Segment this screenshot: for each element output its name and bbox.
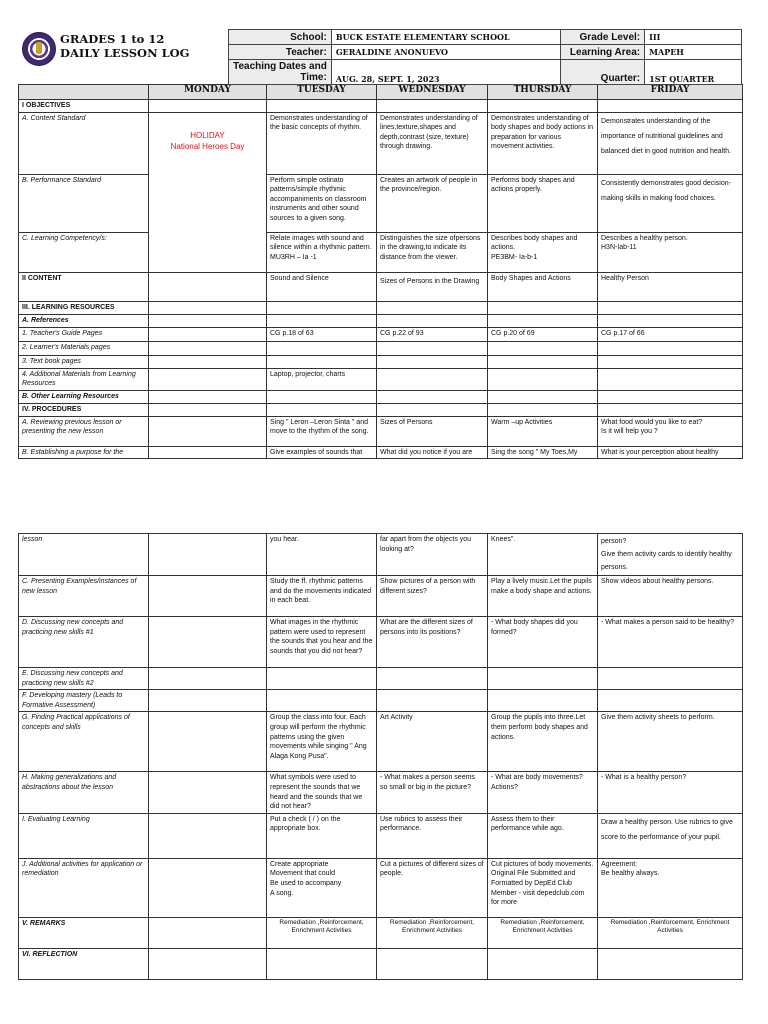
cell-line: Cut pictures of body movements.	[491, 860, 594, 868]
table-cell	[598, 534, 743, 576]
discussing2-label: E. Discussing new concepts and practicing new skills #2	[19, 668, 149, 690]
table-cell: Remediation ,Reinforcement, Enrichment Activities	[267, 917, 377, 948]
establishing-cont-label: lesson	[19, 534, 149, 576]
cell-line: person?	[601, 538, 627, 545]
resources-row	[19, 301, 743, 314]
cell-line: Be used to accompany	[270, 879, 342, 887]
remarks-row	[19, 917, 743, 948]
watermark-note: Original File Submitted and Formatted by DepEd Club Member - visit depedclub.com for more	[491, 870, 585, 907]
generalizations-row	[19, 772, 743, 813]
table-cell: Perform simple ostinato patterns/simple rhythmic accompaniments on classroom instruments and other sound sources to a given song.	[267, 174, 377, 232]
lesson-log-page-1	[18, 26, 742, 459]
teacher-value: GERALDINE ANONUEVO	[331, 45, 560, 60]
table-cell: Remediation ,Reinforcement, Enrichment Activities	[598, 917, 743, 948]
additional-materials-row	[19, 368, 743, 390]
performance-standard-row	[19, 174, 743, 232]
content-row	[19, 272, 743, 301]
deped-seal-icon	[22, 32, 56, 66]
discussing1-row	[19, 617, 743, 668]
other-resources-label: B. Other Learning Resources	[19, 390, 149, 403]
table-cell: What are the different sizes of persons into its positions?	[377, 617, 488, 668]
table-cell: Show pictures of a person with different sizes?	[377, 576, 488, 617]
competency-code: MU3RH – Ia -1	[270, 253, 317, 261]
table-cell: Sing " Leron –Leron Sinta " and move to the rhythm of the song.	[267, 416, 377, 446]
textbook-row	[19, 355, 743, 368]
cell-line: Be healthy always.	[601, 870, 660, 878]
table-cell: What images in the rhythmic pattern were used to represent the sounds that you hear and the sounds that you did not hear?	[267, 617, 377, 668]
table-cell: Cut a pictures of different sizes of people.	[377, 858, 488, 917]
resources-label: III. LEARNING RESOURCES	[19, 301, 149, 314]
holiday-name: National Heroes Day	[170, 141, 245, 151]
evaluating-row	[19, 813, 743, 858]
cell-line: What food would you like to eat?	[601, 418, 703, 426]
learners-materials-row	[19, 341, 743, 355]
cell-line: Give them activity cards to identify healthy persons.	[601, 551, 732, 571]
table-cell	[598, 232, 743, 272]
competency-text: Describes a healthy person.	[601, 234, 688, 242]
day-thursday: THURSDAY	[488, 85, 598, 100]
competency-label: C. Learning Competency/s:	[19, 232, 149, 272]
table-cell: CG p.18 of 63	[267, 327, 377, 341]
objectives-label: I OBJECTIVES	[19, 100, 149, 113]
cell-line: Movement that could	[270, 870, 335, 878]
procedures-label: IV. PROCEDURES	[19, 403, 149, 416]
learning-area-value: MAPEH	[645, 45, 742, 60]
table-cell: What is your perception about healthy	[598, 446, 743, 459]
additional-activities-row	[19, 858, 743, 917]
day-friday: FRIDAY	[598, 85, 743, 100]
dates-value: AUG. 28, SEPT. 1, 2023	[331, 60, 560, 85]
table-cell: Demonstrates understanding of body shapes and body actions in preparation for various movement activities.	[488, 112, 598, 174]
table-cell	[488, 858, 598, 917]
table-cell: Remediation ,Reinforcement, Enrichment Activities	[377, 917, 488, 948]
table-cell: Demonstrates understanding of the importance of nutritional guidelines and balanced diet in good nutrition and health.	[598, 112, 743, 174]
quarter-label: Quarter:	[561, 60, 645, 85]
table-cell: - What makes a person seems so small or big in the picture?	[377, 772, 488, 813]
table-cell: Art Activity	[377, 712, 488, 772]
additional-materials-label: 4. Additional Materials from Learning Resources	[19, 368, 149, 390]
table-cell: Warm –up Activities	[488, 416, 598, 446]
day-monday: MONDAY	[149, 85, 267, 100]
school-value: BUCK ESTATE ELEMENTARY SCHOOL	[331, 30, 560, 45]
table-cell	[267, 232, 377, 272]
performance-standard-label: B. Performance Standard	[19, 174, 149, 232]
table-cell: Sizes of Persons	[377, 416, 488, 446]
table-cell: Give them activity sheets to perform.	[598, 712, 743, 772]
generalizations-label: H. Making generalizations and abstractions about the lesson	[19, 772, 149, 813]
table-cell: Distinguishes the size ofpersons in the drawing,to indicate its distance from the viewer.	[377, 232, 488, 272]
table-cell: Put a check ( / ) on the appropriate box.	[267, 813, 377, 858]
school-label: School:	[229, 30, 332, 45]
mastery-label: F. Developing mastery (Leads to Formative Assessment)	[19, 690, 149, 712]
table-cell: CG p.17 of 66	[598, 327, 743, 341]
competency-code: H3N-Iab-11	[601, 244, 637, 252]
table-cell: you hear.	[267, 534, 377, 576]
grade-level-label: Grade Level:	[561, 30, 645, 45]
table-cell: Healthy Person	[598, 272, 743, 301]
lesson-table-page-2	[18, 533, 743, 980]
presenting-label: C. Presenting Examples/instances of new lesson	[19, 576, 149, 617]
quarter-value: 1ST QUARTER	[645, 60, 742, 85]
dates-label: Teaching Dates and Time:	[229, 60, 332, 85]
table-cell: Use rubrics to assess their performance.	[377, 813, 488, 858]
additional-activities-label: J. Additional activities for application or remediation	[19, 858, 149, 917]
monday-holiday-cell	[149, 112, 267, 272]
table-cell: Study the ff. rhythmic patterns and do the movements indicated in each beat.	[267, 576, 377, 617]
finding-row	[19, 712, 743, 772]
discussing1-label: D. Discussing new concepts and practicing new skills #1	[19, 617, 149, 668]
table-cell: CG p.22 of 93	[377, 327, 488, 341]
table-cell: Sound and Silence	[267, 272, 377, 301]
table-cell: Creates an artwork of people in the province/region.	[377, 174, 488, 232]
textbook-label: 3. Text book pages	[19, 355, 149, 368]
procedures-row	[19, 403, 743, 416]
lesson-log-page-2	[18, 533, 742, 980]
table-cell	[598, 858, 743, 917]
teachers-guide-row	[19, 327, 743, 341]
table-cell: Knees".	[488, 534, 598, 576]
cell-line: Is it will help you ?	[601, 428, 658, 436]
remarks-label: V. REMARKS	[19, 917, 149, 948]
table-cell	[267, 858, 377, 917]
table-cell: Show videos about healthy persons.	[598, 576, 743, 617]
establishing-cont-row	[19, 534, 743, 576]
title-line-2: DAILY LESSON LOG	[60, 46, 190, 60]
competency-text: Describes body shapes and actions.	[491, 234, 578, 252]
competency-row	[19, 232, 743, 272]
day-wednesday: WEDNESDAY	[377, 85, 488, 100]
other-resources-row	[19, 390, 743, 403]
table-cell: - What is a healthy person?	[598, 772, 743, 813]
table-cell: Demonstrates understanding of the basic concepts of rhythm.	[267, 112, 377, 174]
content-label: II CONTENT	[19, 272, 149, 301]
table-cell: CG p.20 of 69	[488, 327, 598, 341]
establishing-row	[19, 446, 743, 459]
table-cell: Consistently demonstrates good decision-making skills in making food choices.	[598, 174, 743, 232]
teachers-guide-label: 1. Teacher's Guide Pages	[19, 327, 149, 341]
presenting-row	[19, 576, 743, 617]
lesson-table-page-1	[18, 84, 743, 459]
learners-materials-label: 2. Learner's Materials pages	[19, 341, 149, 355]
table-cell: Laptop, projector, charts	[267, 368, 377, 390]
log-title	[60, 32, 190, 60]
reflection-label: VI. REFLECTION	[19, 948, 149, 979]
table-cell	[488, 232, 598, 272]
table-cell: Sizes of Persons in the Drawing	[377, 272, 488, 301]
holiday-title: HOLIDAY	[190, 130, 225, 140]
table-cell: Assess them to their performance while ago.	[488, 813, 598, 858]
cell-line: A song.	[270, 889, 294, 897]
teacher-label: Teacher:	[229, 45, 332, 60]
discussing2-row	[19, 668, 743, 690]
corner-cell	[19, 85, 149, 100]
table-cell: Remediation ,Reinforcement, Enrichment Activities	[488, 917, 598, 948]
day-tuesday: TUESDAY	[267, 85, 377, 100]
references-row	[19, 314, 743, 327]
finding-label: G. Finding Practical applications of concepts and skills	[19, 712, 149, 772]
table-cell: Body Shapes and Actions	[488, 272, 598, 301]
references-label: A. References	[19, 314, 149, 327]
reviewing-label: A. Reviewing previous lesson or presenting the new lesson	[19, 416, 149, 446]
table-cell	[598, 416, 743, 446]
table-cell: Group the class into four. Each group will perform the rhythmic patterns using the given movements while singing " Ang Alaga Kong Pusa".	[267, 712, 377, 772]
table-cell: What did you notice if you are	[377, 446, 488, 459]
table-cell: Give examples of sounds that	[267, 446, 377, 459]
competency-code: PE3BM- Ia-b-1	[491, 253, 538, 261]
evaluating-label: I. Evaluating Learning	[19, 813, 149, 858]
table-cell: Demonstrates understanding of lines,texture,shapes and depth,contrast (size, texture) through drawing.	[377, 112, 488, 174]
grade-level-value: III	[645, 30, 742, 45]
table-cell: far apart from the objects you looking at?	[377, 534, 488, 576]
reflection-row	[19, 948, 743, 979]
table-cell: - What are body movements? Actions?	[488, 772, 598, 813]
content-standard-row	[19, 112, 743, 174]
table-cell: - What makes a person said to be healthy?	[598, 617, 743, 668]
cell-line: Create appropriate	[270, 860, 329, 868]
table-cell: Performs body shapes and actions properly.	[488, 174, 598, 232]
table-cell: What symbols were used to represent the sounds that we heard and the sounds that we did not hear?	[267, 772, 377, 813]
reviewing-row	[19, 416, 743, 446]
cell-line: Agreement:	[601, 860, 638, 868]
establishing-label: B. Establishing a purpose for the	[19, 446, 149, 459]
table-cell: - What body shapes did you formed?	[488, 617, 598, 668]
table-cell: Group the pupils into three.Let them perform body shapes and actions.	[488, 712, 598, 772]
table-cell: Play a lively music.Let the pupils make a body shape and actions.	[488, 576, 598, 617]
table-cell: Sing the song " My Toes,My	[488, 446, 598, 459]
competency-text: Relate images with sound and silence within a rhythmic pattern.	[270, 234, 372, 252]
objectives-row	[19, 100, 743, 113]
header-info-table	[228, 29, 742, 85]
log-header	[18, 26, 742, 84]
learning-area-label: Learning Area:	[561, 45, 645, 60]
table-cell: Draw a healthy person. Use rubrics to give score to the performance of your pupil.	[598, 813, 743, 858]
mastery-row	[19, 690, 743, 712]
day-header-row	[19, 85, 743, 100]
content-standard-label: A. Content Standard	[19, 112, 149, 174]
title-line-1: GRADES 1 to 12	[60, 32, 165, 46]
